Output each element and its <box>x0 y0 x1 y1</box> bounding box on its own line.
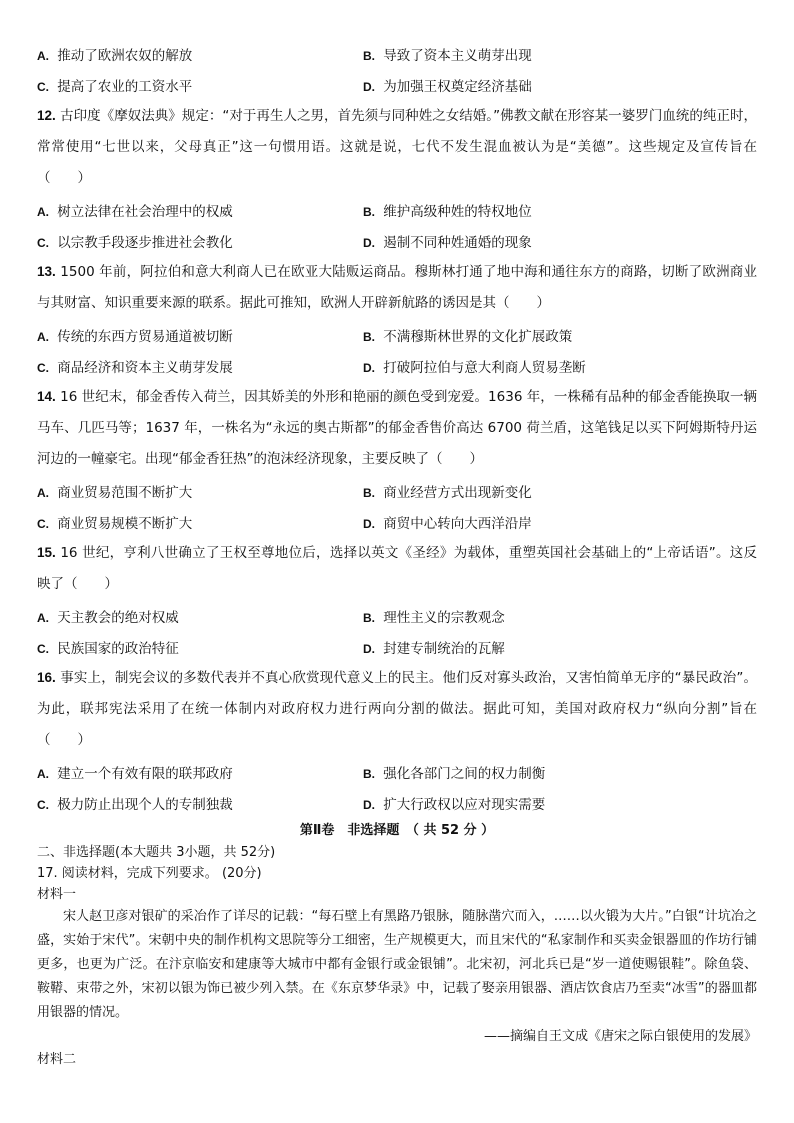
material1-label: 材料一 <box>37 887 77 902</box>
q13-options-row-2 <box>37 350 757 381</box>
question-15: 15. 16 世纪，亨利八世确立了王权至尊地位后，选择以英文《圣经》为载体，重塑英国社会基础上的“上帝话语”。这反映了（ ） <box>37 545 757 592</box>
option-c: C. 提高了农业的工资水平 <box>37 78 193 95</box>
q12-options-row-2 <box>37 225 757 256</box>
option-c: C. 以宗教手段逐步推进社会教化 <box>37 234 233 251</box>
question-13: 13. 1500 年前，阿拉伯和意大利商人已在欧亚大陆贩运商品。穆斯林打通了地中海和通往东方的商路，切断了欧洲商业与其财富、知识重要来源的联系。据此可推知，欧洲人开辟新航路的诱因是其（ ） <box>37 264 757 311</box>
material1-text: 宋人赵卫彦对银矿的采冶作了详尽的记载：“每石壁上有黑路乃银脉，随脉凿穴而入，……以火锻为大片。”白银“计坑冶之盛，实始于宋代”。宋朝中央的制作机构文思院等分工细密，生产规模更大，而且宋代的“私家制作和买卖金银器皿的作坊行铺更多，也更为广泛。在汴京临安和建康等大城市中都有金银行或金银铺”。北宋初，河北兵已是“岁一道使赐银鞋”。除鱼袋、鞍鞯、束带之外，宋初以银为饰已被少列入禁。在《东京梦华录》中，记载了娶亲用银器、酒店饮食店乃至卖“冰雪”的器皿都用银器的情况。 <box>37 909 757 1020</box>
material2-label: 材料二 <box>37 1052 77 1067</box>
option-b: B. 维护高级种姓的特权地位 <box>363 203 532 220</box>
option-d: D. 打破阿拉伯与意大利商人贸易垄断 <box>363 359 586 376</box>
option-a: A. 传统的东西方贸易通道被切断 <box>37 328 233 345</box>
option-c: C. 商业贸易规模不断扩大 <box>37 515 193 532</box>
option-b: B. 导致了资本主义萌芽出现 <box>363 47 532 64</box>
q11-options-row-2 <box>37 69 757 100</box>
q14-options-row-2 <box>37 506 757 537</box>
option-a: A. 建立一个有效有限的联邦政府 <box>37 765 233 782</box>
option-b: B. 强化各部门之间的权力制衡 <box>363 765 546 782</box>
option-a: A. 天主教会的绝对权威 <box>37 609 179 626</box>
q16-options-row-1 <box>37 756 757 787</box>
option-d: D. 封建专制统治的瓦解 <box>363 640 505 657</box>
option-c: C. 极力防止出现个人的专制独裁 <box>37 796 233 813</box>
option-a: A. 商业贸易范围不断扩大 <box>37 484 193 501</box>
q12-options-row-1 <box>37 194 757 225</box>
q15-options-row-2 <box>37 631 757 662</box>
option-a: A. 推动了欧洲农奴的解放 <box>37 47 193 64</box>
question-12: 12. 古印度《摩奴法典》规定：“对于再生人之男，首先须与同种姓之女结婚。”佛教文献在形容某一婆罗门血统的纯正时，常常使用“七世以来，父母真正”这一句惯用语。这就是说，七代不发生混血被认为是“美德”。这些规定及宣传旨在（ ） <box>37 108 757 186</box>
option-c: C. 商品经济和资本主义萌芽发展 <box>37 359 233 376</box>
option-b: B. 不满穆斯林世界的文化扩展政策 <box>363 328 573 345</box>
option-d: D. 为加强王权奠定经济基础 <box>363 78 532 95</box>
option-d: D. 遏制不同种姓通婚的现象 <box>363 234 532 251</box>
question-14: 14. 16 世纪末，郁金香传入荷兰，因其娇美的外形和艳丽的颜色受到宠爱。1636 年，一株稀有品种的郁金香能换取一辆马车、几匹马等；1637 年，一株名为“永远的奥古斯都”的郁金香售价高达 6700 荷兰盾，这笔钱足以买下阿姆斯特丹运河边的一幢豪宅。出现“郁金香狂热”的泡沫经济现象，主要反映了（ ） <box>37 389 757 467</box>
material1-source: ——摘编自王文成《唐宋之际白银使用的发展》 <box>483 1029 757 1044</box>
option-b: B. 理性主义的宗教观念 <box>363 609 505 626</box>
option-d: D. 扩大行政权以应对现实需要 <box>363 796 546 813</box>
question-16: 16. 事实上，制宪会议的多数代表并不真心欣赏现代意义上的民主。他们反对寡头政治，又害怕简单无序的“暴民政治”。为此，联邦宪法采用了在统一体制内对政府权力进行两向分割的做法。据此可知，美国对政府权力“纵向分割”旨在（ ） <box>37 670 757 748</box>
q15-options-row-1 <box>37 600 757 631</box>
exam-page <box>37 38 757 1070</box>
part2-title: 第Ⅱ卷 非选择题 （ 共 52 分 ） <box>299 823 495 838</box>
option-d: D. 商贸中心转向大西洋沿岸 <box>363 515 532 532</box>
option-b: B. 商业经营方式出现新变化 <box>363 484 532 501</box>
q11-options-row-1 <box>37 38 757 69</box>
question-17: 17. 阅读材料，完成下列要求。 (20分) <box>37 866 262 881</box>
q13-options-row-1 <box>37 319 757 350</box>
option-c: C. 民族国家的政治特征 <box>37 640 179 657</box>
part2-heading: 二、非选择题(本大题共 3小题，共 52分) <box>37 845 276 860</box>
option-a: A. 树立法律在社会治理中的权威 <box>37 203 233 220</box>
q16-options-row-2 <box>37 787 757 818</box>
q14-options-row-1 <box>37 475 757 506</box>
